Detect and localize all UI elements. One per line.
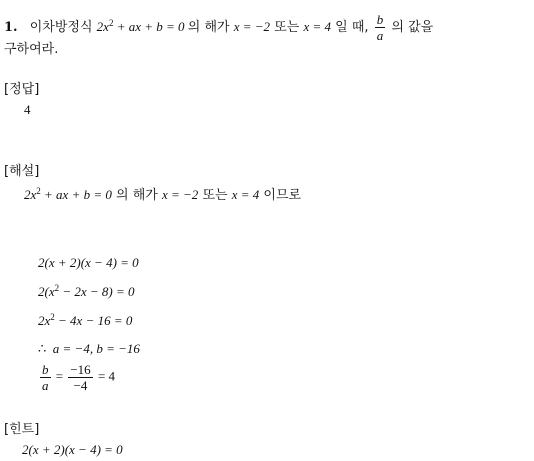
question-il-ttae: 일 때, — [335, 20, 369, 35]
explanation-step-1: 2(x + 2)(x − 4) = 0 — [38, 255, 139, 270]
explanation-intro: $2x^2$ + ax + b = 0 의 해가 x = −2 또는 x = 4 이므로 — [24, 186, 302, 203]
answer-value: 4 — [24, 102, 31, 117]
question-root2: x = 4 — [303, 19, 332, 34]
question-root1: x = −2 — [233, 19, 271, 34]
question-line-2: 구하여라. — [4, 42, 59, 57]
fraction-numerator: b — [376, 12, 384, 27]
fraction-denominator: a — [376, 28, 384, 43]
explanation-step-5: $\frac{b}{a}$ = $\frac{-16}{-4}$ = 4 — [42, 362, 116, 393]
question-fraction — [375, 12, 386, 43]
question-tail: 의 값을 — [391, 20, 434, 35]
hint-header: [힌트] — [4, 422, 40, 437]
answer-header: [정답] — [4, 82, 40, 97]
explanation-fraction-values: $\frac{-16}{-4}$ — [70, 362, 91, 393]
question-equation: $2x^2$ + ax + b = 0 — [96, 18, 185, 34]
explanation-step-2: $2(x^2 - 2x - 8) = 0$ — [38, 283, 135, 299]
question-uiheoga: 의 해가 — [187, 20, 230, 35]
hint-equation: 2(x + 2)(x − 4) = 0 — [22, 442, 123, 457]
explanation-header: [해설] — [4, 164, 40, 179]
question-line-1 — [4, 12, 433, 43]
explanation-step-3: $2x^2 - 4x - 16 = 0$ — [38, 312, 133, 328]
question-number: 1. — [4, 20, 18, 35]
question-ttoneun: 또는 — [274, 20, 300, 35]
explanation-fraction-b-over-a: $\frac{b}{a}$ — [42, 362, 49, 393]
question-lead: 이차방정식 — [29, 20, 93, 35]
explanation-step-4: ∴ a = −4, b = −16 — [38, 341, 140, 356]
therefore-symbol: ∴ — [38, 341, 47, 356]
